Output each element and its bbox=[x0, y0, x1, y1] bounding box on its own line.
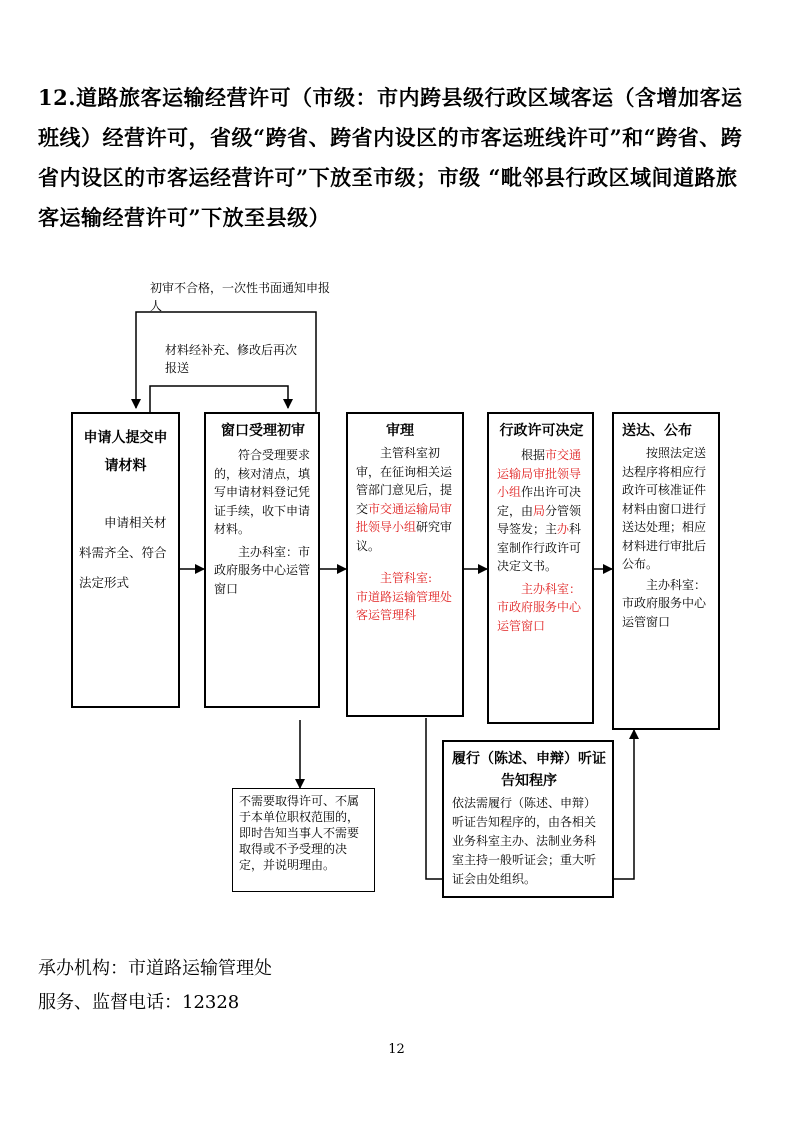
footer-phone: 服务、监督电话：12328 bbox=[38, 992, 240, 1013]
deliver-title: 送达、公布 bbox=[622, 423, 692, 439]
window-desc: 符合受理要求的，核对清点，填写申请材料登记凭证手续，收下申请材料。 bbox=[214, 448, 311, 536]
decision-desc: 根据市交通运输局审批领导小组作出许可决定，由局分管领导签发；主办科室制作行政许可决定文书。 bbox=[497, 448, 582, 573]
hearing-desc: 依法需履行（陈述、申辩）听证告知程序的，由各相关业务科室主办、法制业务科室主持一般听证会；重大听证会由处组织。 bbox=[452, 796, 597, 886]
apply-box bbox=[71, 412, 180, 708]
supplement-note: 材料经补充、修改后再次报送 bbox=[165, 343, 298, 375]
apply-title: 申请人提交申请材料 bbox=[83, 430, 168, 474]
deliver-desc: 按照法定送达程序将相应行政许可核准证件材料由窗口进行送达处理；相应材料进行审批后公布。 bbox=[622, 446, 707, 571]
hearing-connector-left bbox=[426, 718, 442, 879]
hearing-box bbox=[442, 740, 614, 898]
review-desc: 主管科室初审，在征询相关运管部门意见后，提交市交通运输局审批领导小组研究审议。 bbox=[356, 446, 453, 553]
window-box bbox=[204, 412, 320, 708]
review-dept-label: 主管科室: bbox=[380, 571, 433, 585]
window-title: 窗口受理初审 bbox=[221, 423, 305, 439]
review-box bbox=[346, 412, 464, 717]
page-title: 12.道路旅客运输经营许可（市级：市内跨县级行政区域客运（含增加客运班线）经营许可，省级“跨省、跨省内设区的市客运班线许可”和“跨省、跨省内设区的市客运经营许可”下放至市级；市级 “毗邻县行政区域间道路旅客运输经营许可”下放至县级） bbox=[38, 85, 743, 230]
hearing-connector-right bbox=[614, 730, 634, 879]
decision-desc-highlight: 市交通运输局审批领导小组 bbox=[497, 448, 582, 499]
page-number: 12 bbox=[388, 1042, 405, 1057]
decision-dept: 主办科室：市政府服务中心运管窗口 bbox=[497, 581, 582, 633]
reject-note: 初审不合格，一次性书面通知申报人 bbox=[150, 281, 331, 313]
decision-box bbox=[487, 412, 594, 724]
review-title: 审理 bbox=[386, 423, 414, 439]
review-desc-highlight: 市交通运输局审批领导小组 bbox=[356, 501, 453, 534]
footer-org: 承办机构：市道路运输管理处 bbox=[38, 958, 272, 979]
decision-title: 行政许可决定 bbox=[499, 423, 584, 439]
deliver-box bbox=[612, 412, 720, 730]
hearing-title: 履行（陈述、申辩）听证告知程序 bbox=[452, 751, 606, 789]
deliver-dept: 主办科室：市政府服务中心运管窗口 bbox=[622, 577, 707, 629]
apply-desc: 申请相关材料需齐全、符合法定形式 bbox=[79, 515, 167, 590]
not-needed-box bbox=[232, 788, 375, 892]
review-dept: 市道路运输管理处客运管理科 bbox=[356, 589, 453, 622]
window-dept: 主办科室：市政府服务中心运管窗口 bbox=[214, 544, 311, 596]
not-needed-desc: 不需要取得许可、不属于本单位职权范围的，即时告知当事人不需要取得或不予受理的决定，并说明理由。 bbox=[239, 794, 360, 872]
supplement-loop-line bbox=[150, 386, 288, 412]
